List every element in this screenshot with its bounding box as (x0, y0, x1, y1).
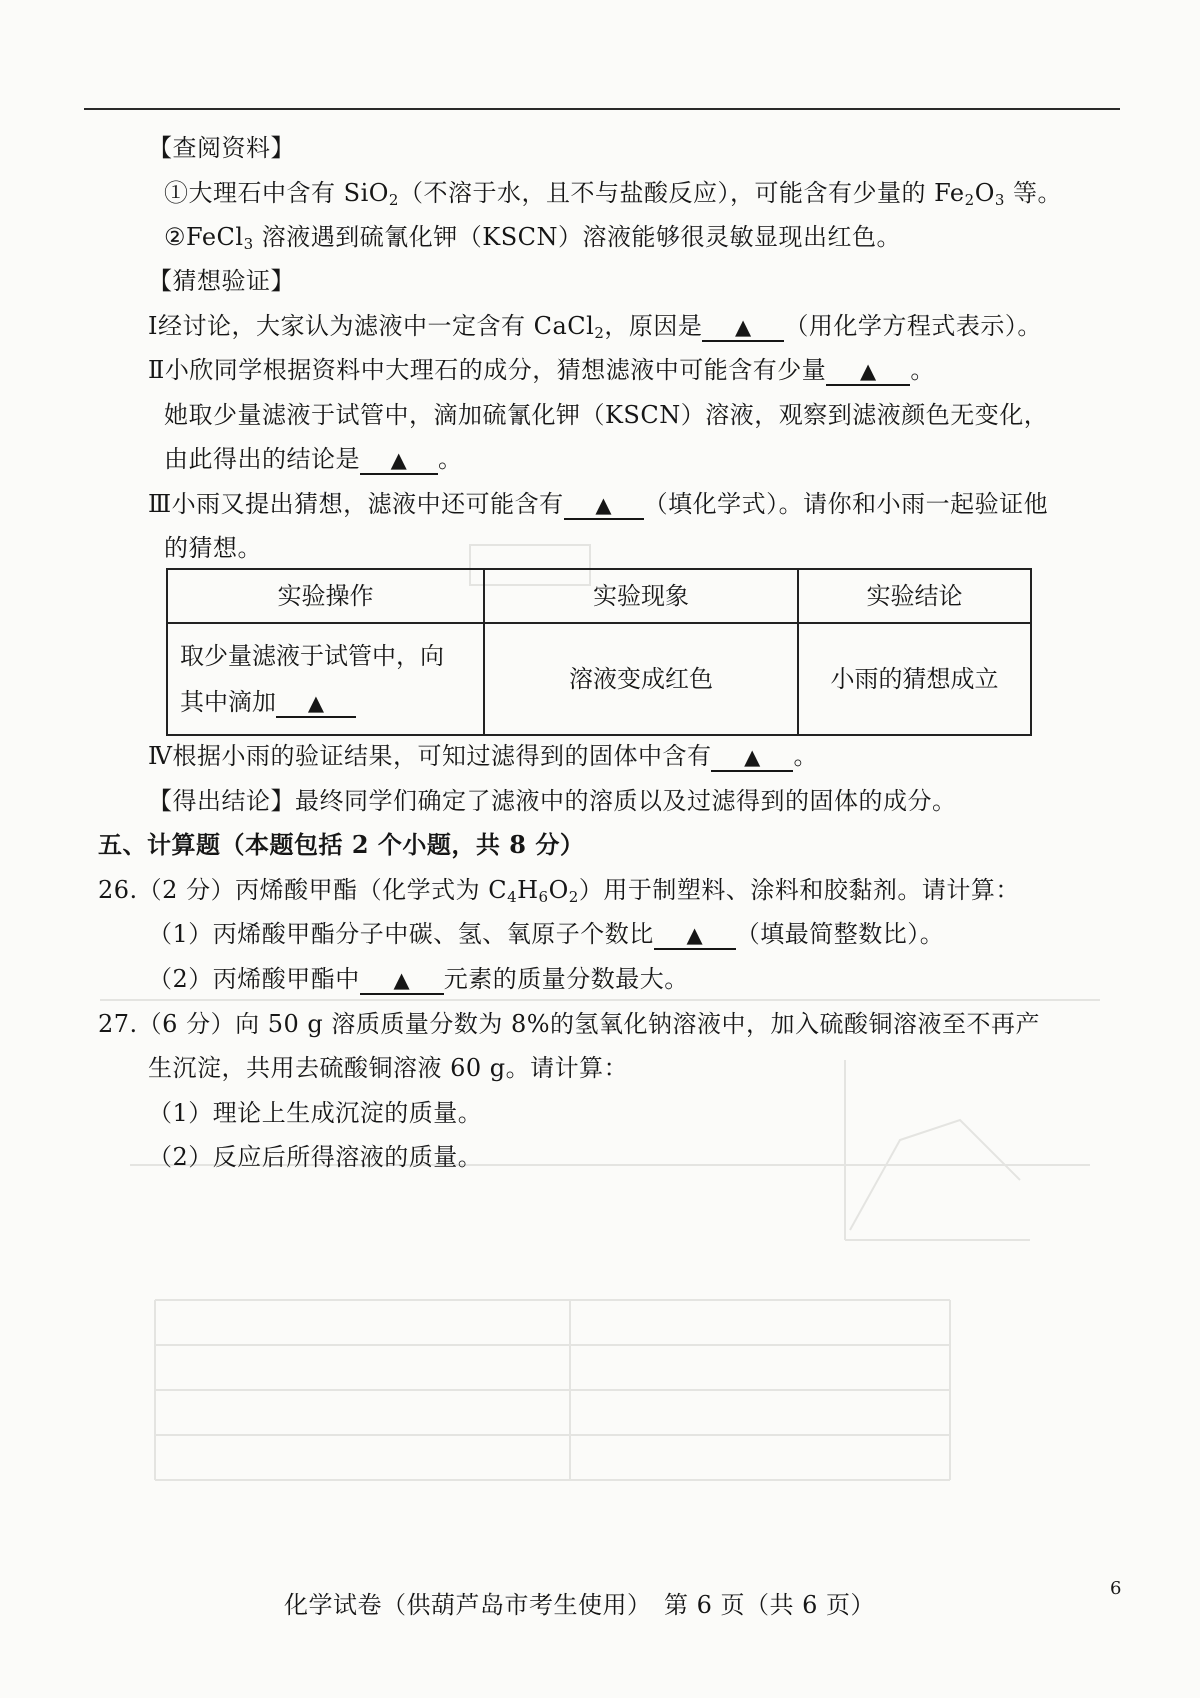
question-26-stem: 26.（2 分）丙烯酸甲酯（化学式为 $C_4H_6O_2$）用于制塑料、涂料和胶黏剂。请计算： (98, 876, 1020, 906)
verify-step-2-line-2: 她取少量滤液于试管中，滴加硫氰化钾（KSCN）溶液，观察到滤液颜色无变化， (164, 401, 1049, 429)
table-header: 实验现象 (484, 569, 798, 623)
table-header: 实验操作 (167, 569, 484, 623)
table-header-row (167, 569, 1031, 623)
lookup-heading: 【查阅资料】 (148, 134, 295, 162)
answer-blank[interactable]: ▲ (360, 966, 444, 995)
lookup-item-2: ②FeCl$_3$ 溶液遇到硫氰化钾（KSCN）溶液能够很灵敏显现出红色。 (164, 223, 902, 253)
answer-blank[interactable]: ▲ (360, 446, 438, 475)
answer-blank[interactable]: ▲ (564, 491, 644, 520)
question-27-part-2: （2）反应后所得溶液的质量。 (148, 1143, 483, 1171)
lookup-item-1: ①大理石中含有 SiO$_2$（不溶于水，且不与盐酸反应），可能含有少量的 $Fe_2O_3$ 等。 (164, 179, 1063, 209)
conclusion-line: 【得出结论】最终同学们确定了滤液中的溶质以及过滤得到的固体的成分。 (148, 787, 957, 815)
answer-blank[interactable]: ▲ (654, 921, 736, 950)
verify-step-3-line-2: 的猜想。 (164, 534, 262, 562)
verify-step-2: Ⅱ小欣同学根据资料中大理石的成分，猜想滤液中可能含有少量 ▲ 。 (148, 356, 935, 384)
page-number: 6 (1110, 1578, 1122, 1599)
table-cell-operation: 取少量滤液于试管中，向 其中滴加 ▲ (167, 623, 484, 735)
question-27-part-1: （1）理论上生成沉淀的质量。 (148, 1099, 483, 1127)
section-5-title: 五、计算题（本题包括 2 个小题，共 8 分） (98, 830, 585, 859)
question-26-part-1: （1）丙烯酸甲酯分子中碳、氢、氧原子个数比 ▲ （填最简整数比）。 (148, 920, 945, 948)
answer-blank[interactable]: ▲ (711, 743, 793, 772)
verify-step-3: Ⅲ小雨又提出猜想，滤液中还可能含有 ▲ （填化学式）。请你和小雨一起验证他 (148, 490, 1049, 518)
question-27-stem-line-2: 生沉淀，共用去硫酸铜溶液 60 g。请计算： (148, 1054, 629, 1082)
answer-blank[interactable]: ▲ (826, 357, 910, 386)
question-27-stem: 27.（6 分）向 50 g 溶质质量分数为 8%的氢氧化钠溶液中，加入硫酸铜溶液至不再产 (98, 1010, 1041, 1038)
experiment-table (166, 568, 1032, 736)
table-cell-conclusion: 小雨的猜想成立 (798, 623, 1031, 735)
page-footer: 化学试卷（供葫芦岛市考生使用） 第 6 页（共 6 页） (284, 1591, 876, 1619)
table-row (167, 623, 1031, 735)
answer-blank[interactable]: ▲ (276, 689, 356, 718)
answer-blank[interactable]: ▲ (702, 313, 784, 342)
question-26-part-2: （2）丙烯酸甲酯中 ▲ 元素的质量分数最大。 (148, 965, 689, 993)
verify-heading: 【猜想验证】 (148, 267, 295, 295)
verify-step-2-line-3: 由此得出的结论是 ▲ 。 (164, 445, 463, 473)
verify-step-1: Ⅰ经讨论，大家认为滤液中一定含有 CaCl$_2$，原因是 ▲ （用化学方程式表示）。 (148, 312, 1042, 342)
table-header: 实验结论 (798, 569, 1031, 623)
verify-step-4: Ⅳ根据小雨的验证结果，可知过滤得到的固体中含有 ▲ 。 (148, 742, 818, 770)
table-cell-phenomenon: 溶液变成红色 (484, 623, 798, 735)
